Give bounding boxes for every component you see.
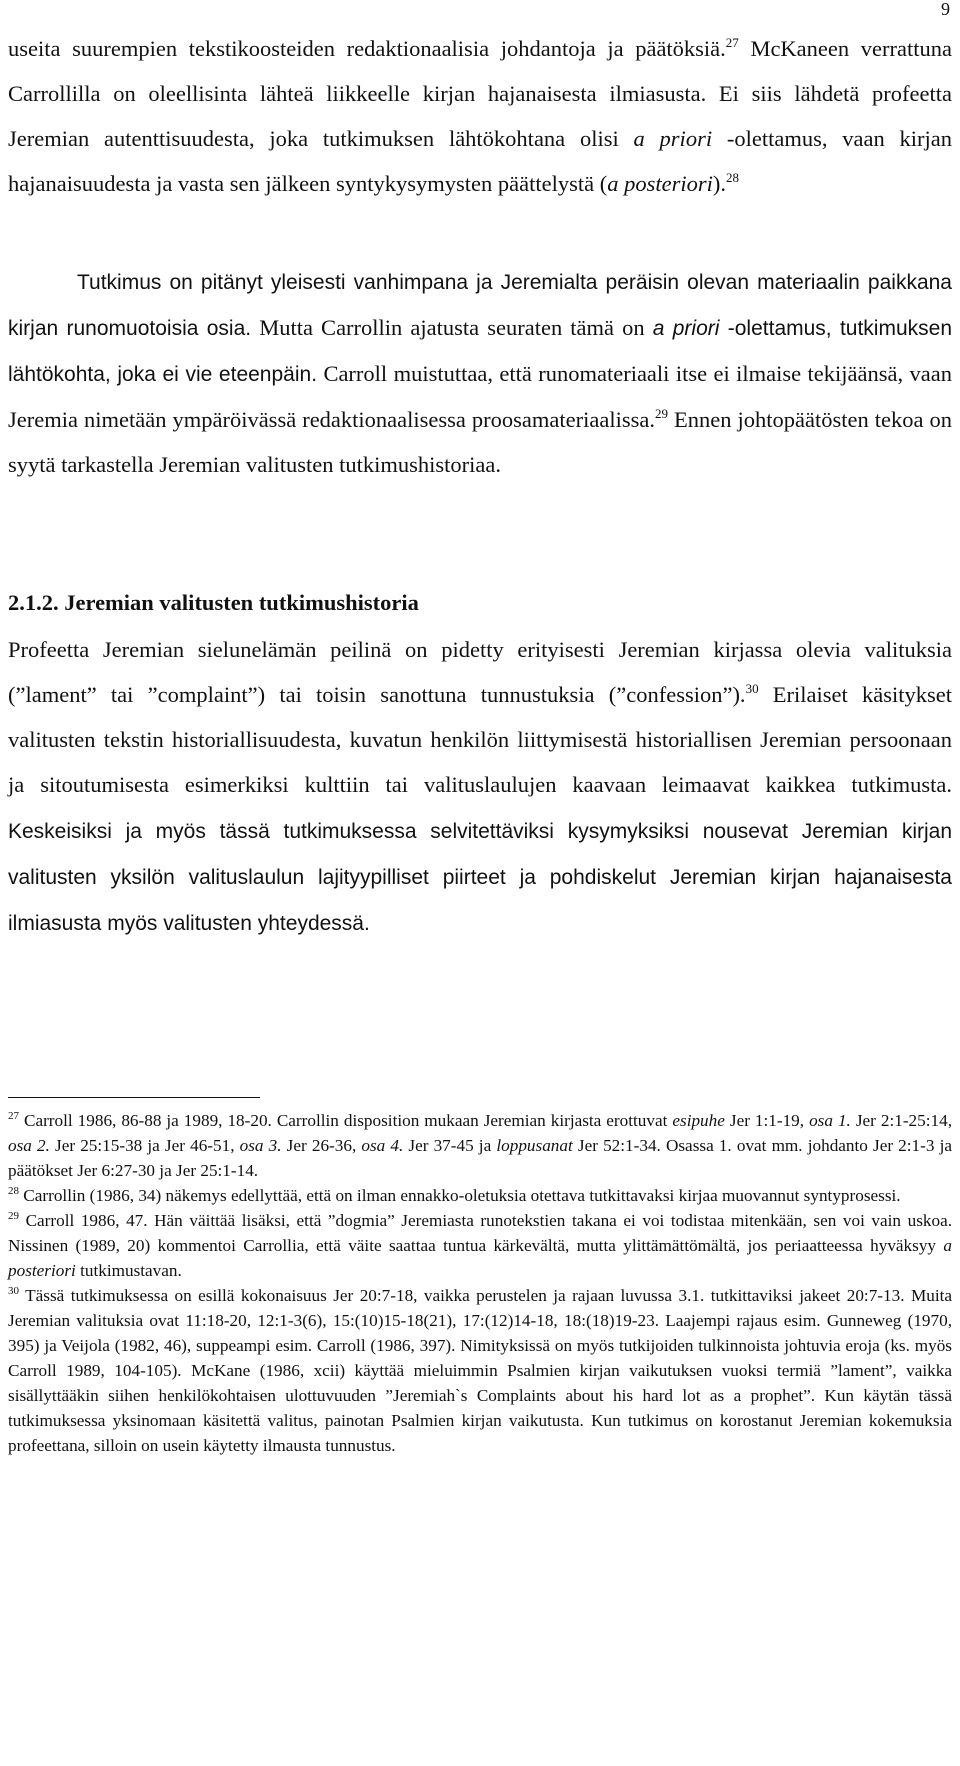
footnote-ref-29: 29 [654, 406, 668, 421]
text: Tutkimus on pitänyt yleisesti vanhimpana ja Jeremialta peräisin olevan materiaalin paikkana kirjan runomuotoisia osia. [8, 271, 952, 340]
text: Jer 2:1-25:14, [850, 1111, 952, 1130]
text: Jer 1:1-19, [724, 1111, 810, 1130]
text: -olettamus, vaan kirjan hajanaisuudesta ja vasta sen jälkeen syntykysymysten päättelystä ( [8, 126, 953, 196]
footnote-ref-28: 28 [725, 170, 739, 185]
italic-term: osa 4. [361, 1136, 404, 1155]
italic-term: osa 2. [8, 1136, 50, 1155]
footnote-number: 27 [8, 1110, 19, 1122]
paragraph-2 [8, 259, 952, 487]
section-heading: 2.1.2. Jeremian valitusten tutkimushistoria [8, 590, 419, 615]
italic-term: a priori [633, 126, 713, 151]
footnote-number: 30 [8, 1285, 19, 1297]
footnotes [8, 1108, 952, 1458]
paragraph-1 [8, 26, 952, 206]
text: Carroll muistuttaa, että runomateriaali itse ei ilmaise tekijäänsä, vaan Jeremia nimetään ympäröivässä redaktionaalisessa proosamateriaalissa. [8, 361, 952, 432]
footnote-separator [8, 1097, 260, 1098]
italic-term: loppusanat [496, 1136, 573, 1155]
text: useita suurempien tekstikoosteiden redaktionaalisia johdantoja ja päätöksiä. [8, 36, 726, 61]
footnote-number: 28 [8, 1185, 19, 1197]
text: Jer 52:1-34. Osassa 1. ovat mm. johdanto Jer 2:1-3 ja päätökset Jer 6:27-30 ja Jer 25:1-14. [8, 1136, 952, 1180]
text: Carrollin (1986, 34) näkemys edellyttää, että on ilman ennakko-oletuksia otettava tutkittavaksi kirjaa muovannut syntyprosessi. [19, 1186, 901, 1205]
text: Erilaiset käsitykset valitusten tekstin historiallisuudesta, kuvatun henkilön liittymisestä historiallisen Jeremian persoonaan ja sitoutumisesta esimerkiksi kulttiin tai valituslaulujen kaavaan leimaavat kaikkea tutkimusta. [8, 682, 952, 797]
text: Profeetta Jeremian sielunelämän peilinä on pidetty erityisesti Jeremian kirjassa olevia valituksia (”lament” tai ”complaint”) tai toisin sanottuna tunnustuksia (”confession”). [8, 637, 952, 707]
footnote-30 [8, 1283, 952, 1458]
text: Ennen johtopäätösten tekoa on syytä tarkastella Jeremian valitusten tutkimushistoriaa. [8, 407, 952, 477]
italic-term: a posteriori [607, 171, 713, 196]
text: Tässä tutkimuksessa on esillä kokonaisuus Jer 20:7-18, vaikka perustelen ja rajaan luvussa 3.1. tutkittaviksi jakeet 20:7-13. Muita Jeremian valituksia ovat 11:18-20, 12:1-3(6), 15:(10)15-18(21), 17:(12)14-18, 18:(18)19-23. Laajempi rajaus esim. Gunneweg (1970, 395) ja Veijola (1982, 46), suppeampi esim. Carroll (1986, 397). Nimityksissä on myös tutkijoiden tulkinnoista johtuvia eroja (ks. myös Carroll 1989, 104-105). McKane (1986, xcii) käyttää mieluimmin Psalmien kirjan vaikutuksen vuoksi termiä ”lament”, vaikka sisällyttääkin siihen henkilökohtaisen ulottuvuuden ”Jeremiah`s Complaints about his hard lot as a prophet”. Kun käytän tässä tutkimuksessa yksinomaan käsitettä valitus, painotan Psalmien kirjan vaikutusta. Kun tutkimus on korostanut Jeremian kokemuksia profeettana, silloin on usein käytetty ilmausta tunnustus. [8, 1286, 952, 1455]
italic-term: a posteriori [8, 1236, 952, 1280]
text: Jer 37-45 ja [403, 1136, 497, 1155]
footnote-number: 29 [8, 1210, 19, 1222]
italic-term: a priori [652, 317, 720, 340]
italic-term: osa 1. [809, 1111, 851, 1130]
page-number: 9 [941, 0, 950, 19]
text: Carroll 1986, 47. Hän väittää lisäksi, että ”dogmia” Jeremiasta runotekstien takana ei voi todistaa mitenkään, sen voi vain uskoa. Nissinen (1989, 20) kommentoi Carrollia, että väite saattaa tuntua kärkevältä, mutta ylittämättömältä, jos periaatteessa hyväksyy [8, 1211, 952, 1255]
text: Jer 26-36, [281, 1136, 362, 1155]
text: Jer 25:15-38 ja Jer 46-51, [49, 1136, 240, 1155]
italic-term: osa 3. [239, 1136, 282, 1155]
footnote-28 [8, 1183, 952, 1208]
footnote-ref-30: 30 [745, 681, 759, 696]
text: Carroll 1986, 86-88 ja 1989, 18-20. Carrollin disposition mukaan Jeremian kirjasta erottuvat [19, 1111, 673, 1130]
footnote-ref-27: 27 [725, 35, 739, 50]
italic-term: esipuhe [672, 1111, 725, 1130]
text: Mutta Carrollin ajatusta seuraten tämä on [251, 315, 653, 340]
text: Keskeisiksi ja myös tässä tutkimuksessa selvitettäviksi kysymyksiksi nousevat Jeremian kirjan valitusten yksilön valituslaulun lajityypilliset piirteet ja pohdiskelut Jeremian kirjan hajanaisesta ilmiasusta myös valitusten yhteydessä. [8, 820, 952, 935]
footnote-27 [8, 1108, 952, 1183]
text: McKaneen verrattuna Carrollilla on oleellisinta lähteä liikkeelle kirjan hajanaisesta ilmiasusta. Ei siis lähdetä profeetta Jeremian autenttisuudesta, joka tutkimuksen lähtökohtana olisi [8, 36, 952, 151]
text: ). [712, 171, 726, 196]
text: tutkimustavan. [75, 1261, 182, 1280]
text: -olettamus, tutkimuksen lähtökohta, joka ei vie eteenpäin. [8, 317, 952, 386]
paragraph-3 [8, 627, 952, 946]
footnote-29 [8, 1208, 952, 1283]
